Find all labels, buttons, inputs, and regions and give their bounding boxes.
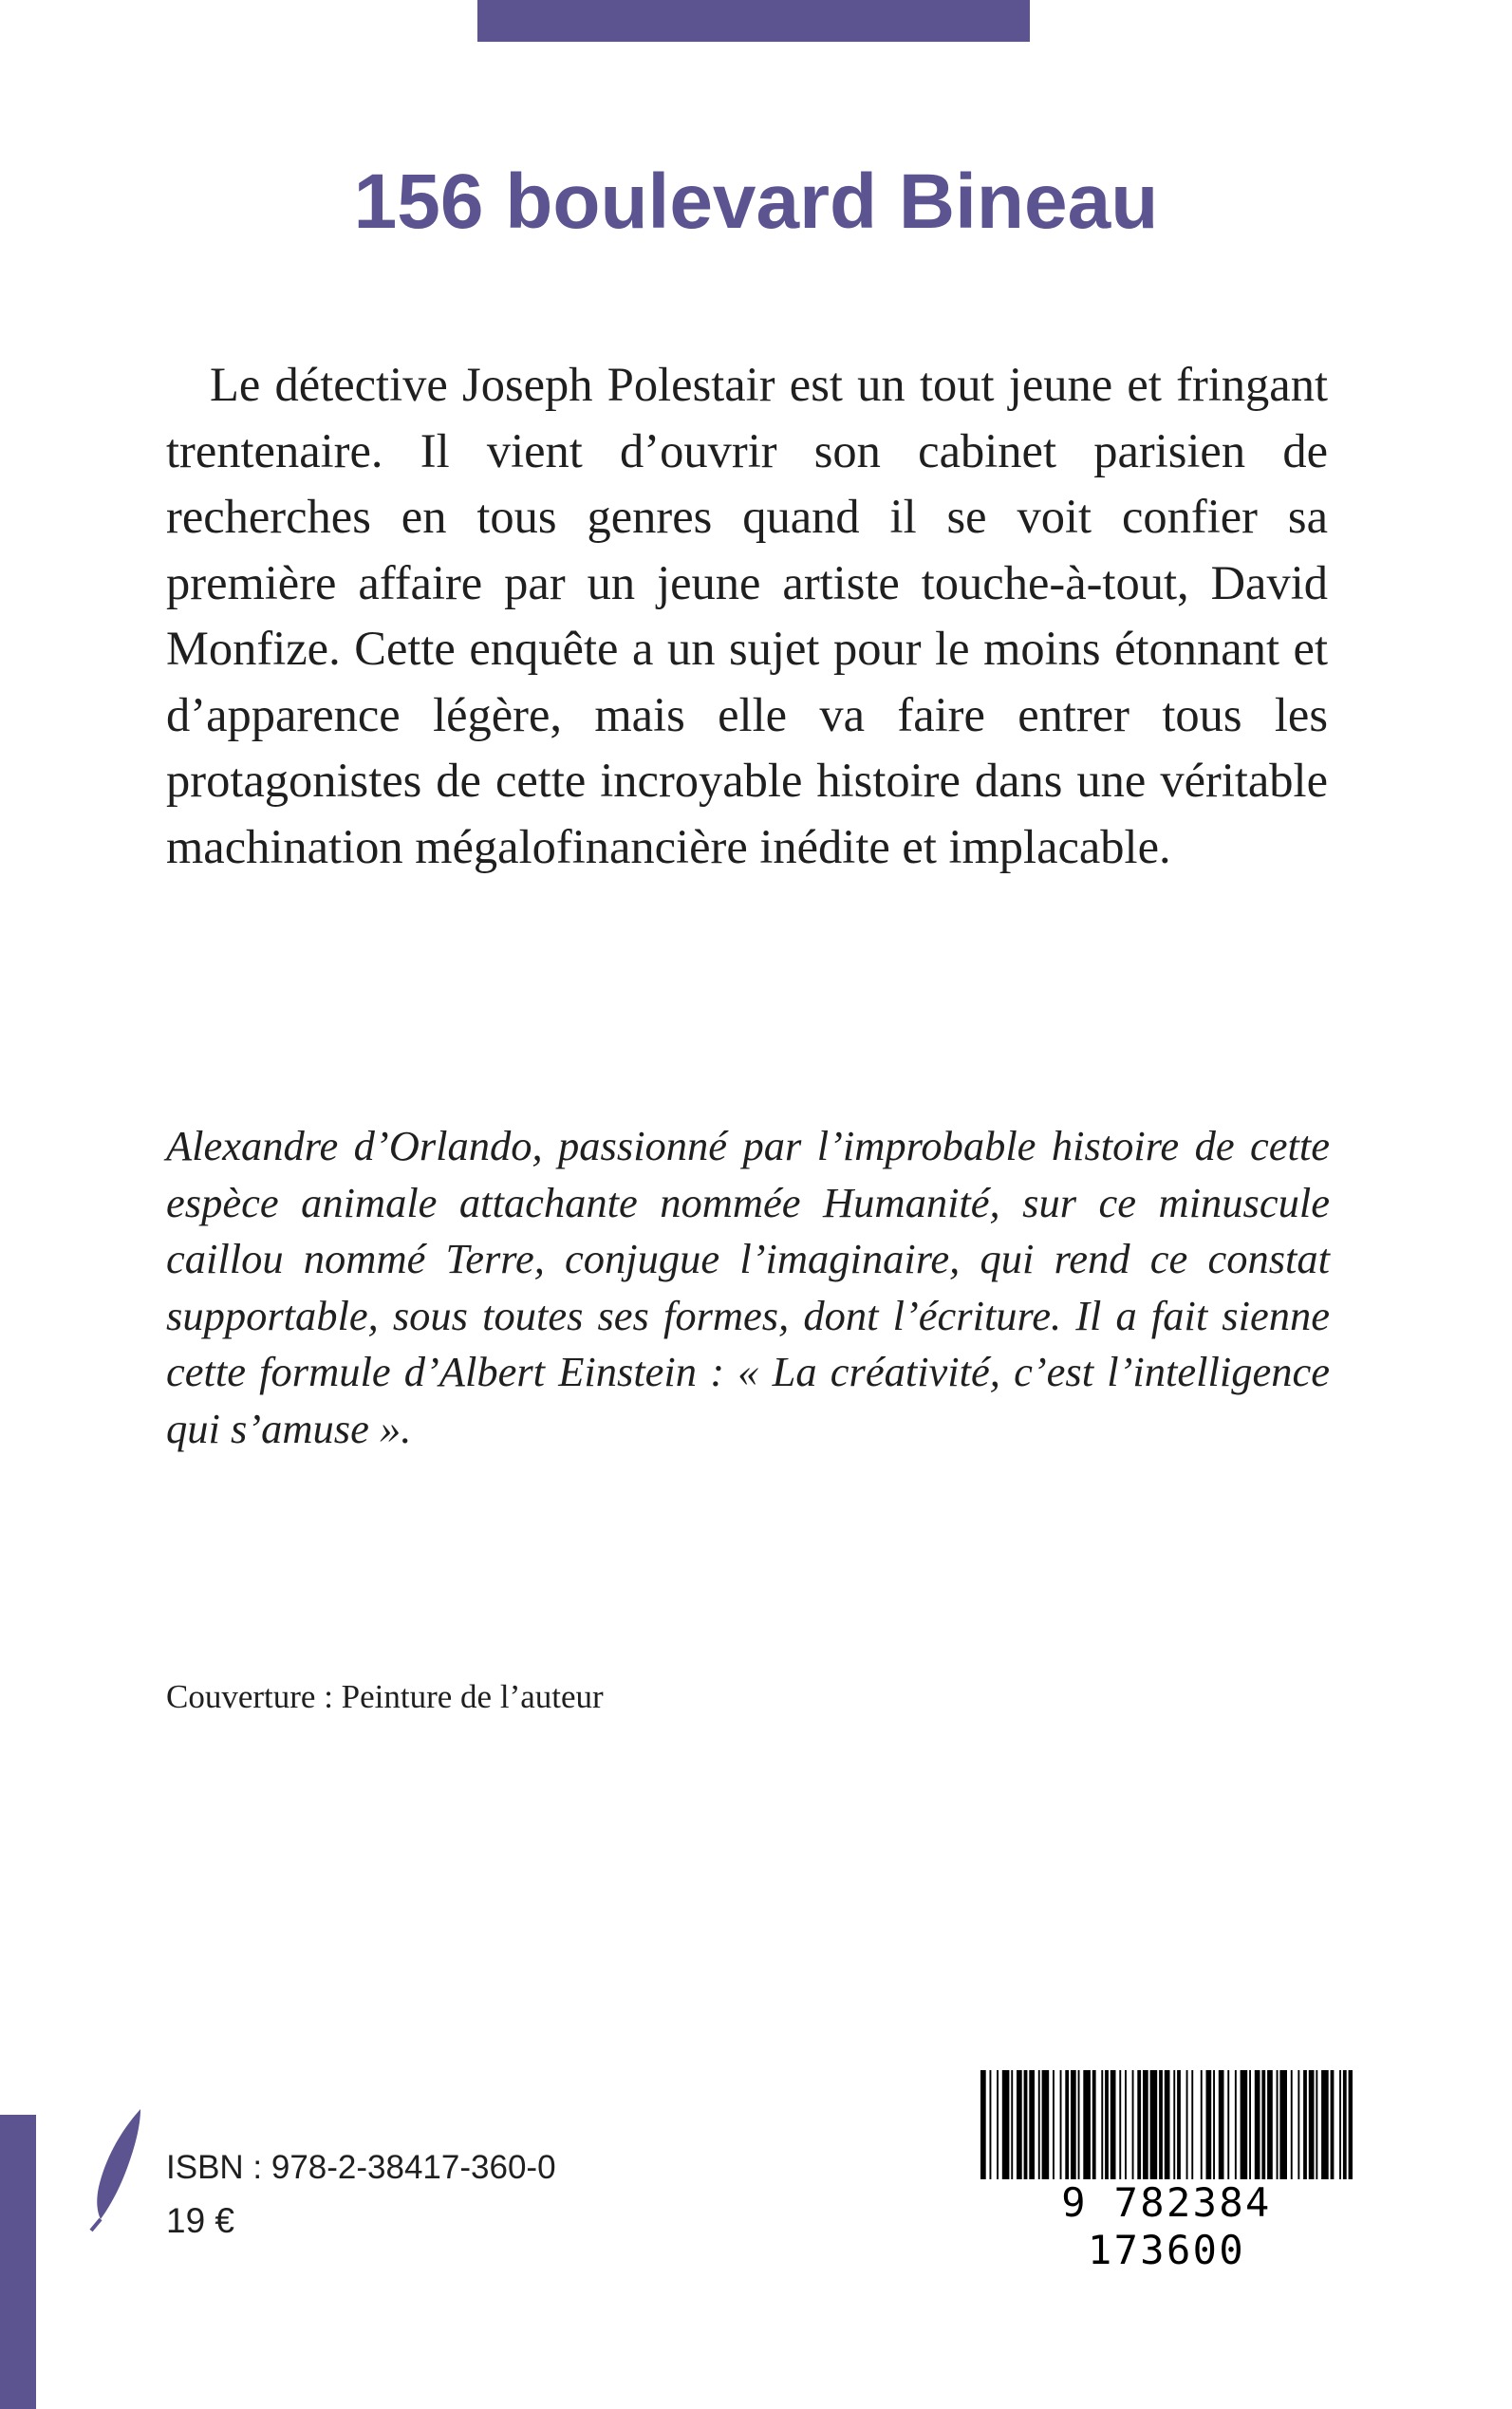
price-label: 19 € [166, 2201, 235, 2240]
author-bio: Alexandre d’Orlando, passionné par l’improbable histoire de cette espèce animale attachante nommée Humanité, sur ce minuscule caillou nommé Terre, conjugue l’imaginaire, qui rend ce constat supportable, sous toutes ses formes, dont l’écriture. Il a fait sienne cette formule d’Albert Einstein : « La créativité, c’est l’intelligence qui s’amuse ». [166, 1122, 1330, 1452]
cover-credit: Couverture : Peinture de l’auteur [166, 1678, 604, 1715]
top-accent-band [477, 0, 1030, 42]
isbn-label: ISBN : 978-2-38417-360-0 [166, 2149, 556, 2186]
left-accent-band [0, 2115, 36, 2409]
book-summary: Le détective Joseph Polestair est un tout jeune et fringant trentenaire. Il vient d’ouvrir son cabinet parisien de recherches en tous genres quand il se voit confier sa première affaire par un jeune artiste touche-à-tout, David Monfize. Cette enquête a un sujet pour le moins étonnant et d’apparence légère, mais elle va faire entrer tous les protagonistes de cette incroyable histoire dans une véritable machination mégalofinancière inédite et implacable. [166, 358, 1328, 873]
book-title: 156 boulevard Bineau [353, 159, 1159, 245]
barcode-digits: 9 782384 173600 [980, 2179, 1353, 2274]
quill-icon [85, 2107, 146, 2232]
